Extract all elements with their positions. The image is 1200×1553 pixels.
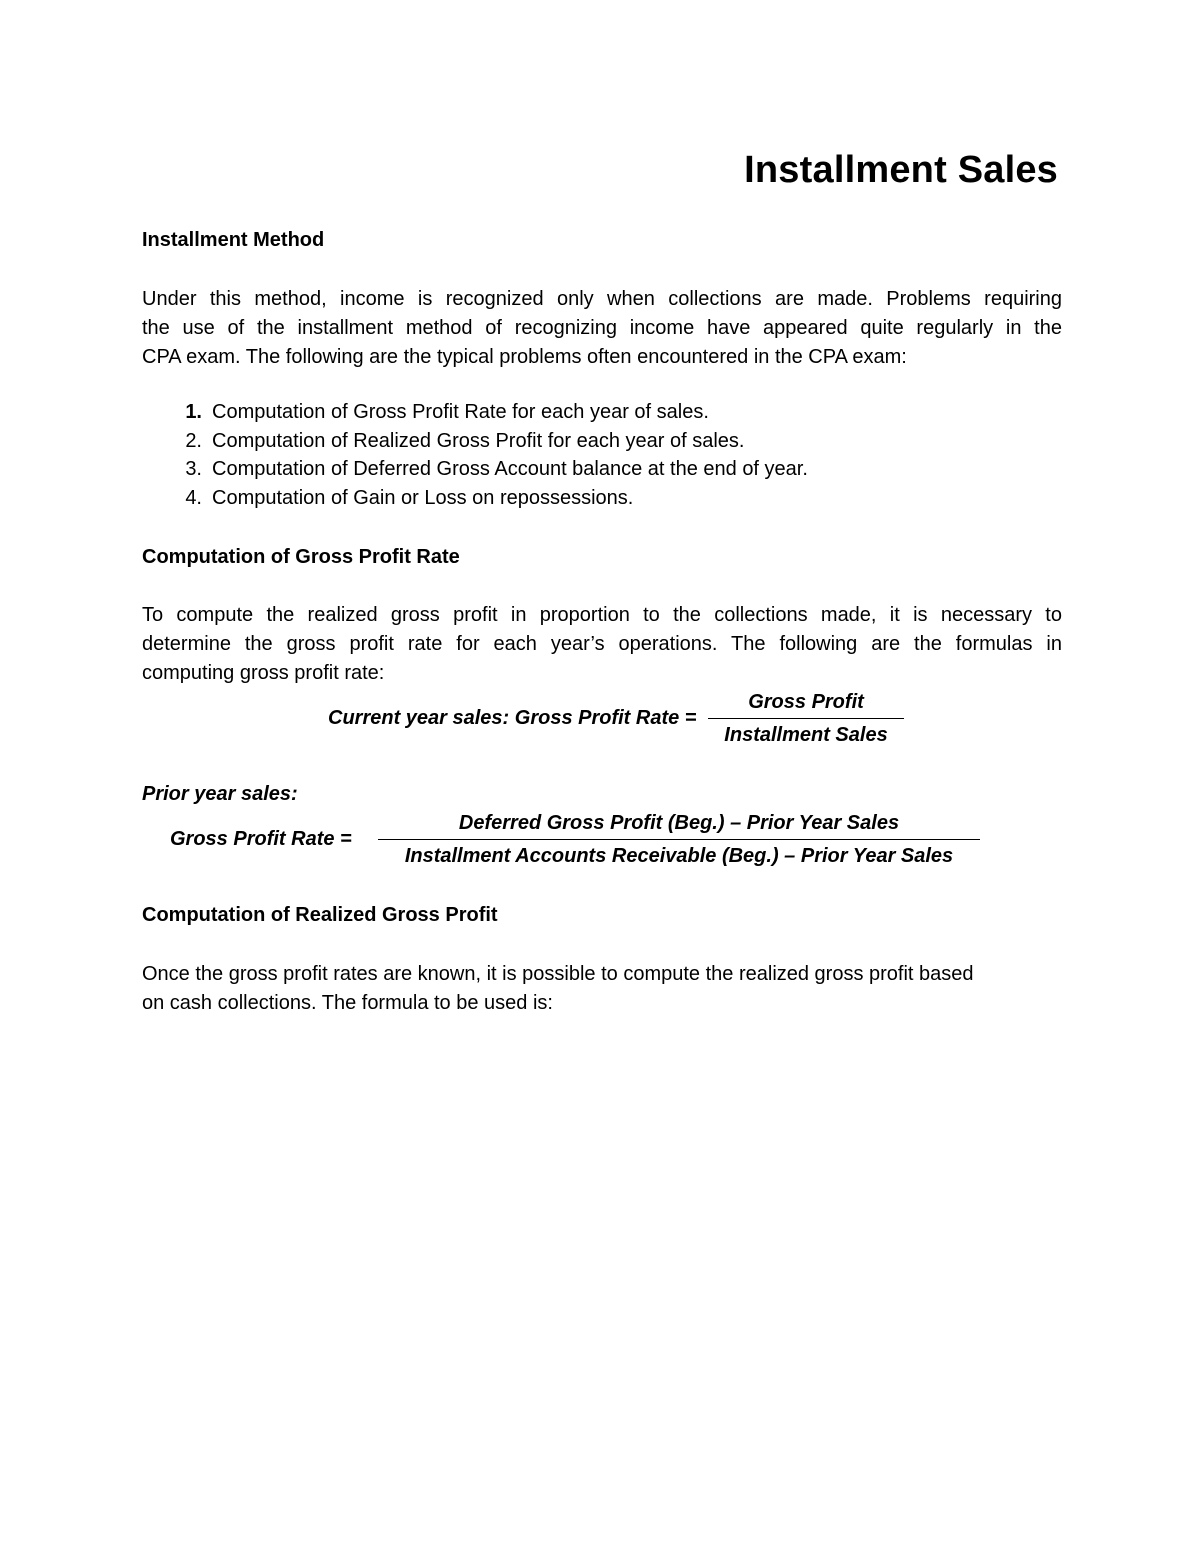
- current-year-formula-label: Current year sales: Gross Profit Rate =: [328, 707, 697, 729]
- fraction-numerator: Gross Profit: [748, 691, 864, 713]
- list-item-number: 2.: [185, 429, 202, 452]
- paragraph-line: on cash collections. The formula to be used is:: [142, 992, 553, 1014]
- list-item: [142, 427, 808, 456]
- paragraph-line: determine the gross profit rate for each year’s operations. The following are the formulas in: [142, 633, 1062, 655]
- fraction-numerator: Deferred Gross Profit (Beg.) – Prior Year Sales: [458, 812, 900, 834]
- list-item-number: 3.: [185, 458, 202, 480]
- list-item-number: 1.: [185, 401, 202, 423]
- heading-realized-gross-profit: Computation of Realized Gross Profit: [142, 904, 498, 926]
- list-item-text: Computation of Gross Profit Rate for each year of sales.: [212, 401, 709, 423]
- paragraph-gross-profit-rate: [142, 601, 1062, 688]
- list-item-text: Computation of Deferred Gross Account balance at the end of year.: [212, 458, 808, 480]
- list-item: [142, 398, 808, 427]
- prior-year-fraction: [378, 809, 980, 870]
- paragraph-line: CPA exam. The following are the typical problems often encountered in the CPA exam:: [142, 346, 907, 368]
- document-title: Installment Sales: [744, 149, 1058, 191]
- list-item: [142, 455, 808, 484]
- prior-year-formula-label: Gross Profit Rate =: [170, 828, 352, 850]
- paragraph-line: Under this method, income is recognized only when collections are made. Problems requiring: [142, 288, 1062, 310]
- paragraph-line: the use of the installment method of recognizing income have appeared quite regularly in the: [142, 317, 1062, 339]
- paragraph-line: Once the gross profit rates are known, it is possible to compute the realized gross profit based: [142, 963, 974, 985]
- heading-installment-method: Installment Method: [142, 229, 325, 251]
- list-item-text: Computation of Realized Gross Profit for each year of sales.: [212, 429, 745, 452]
- list-item-text: Computation of Gain or Loss on repossessions.: [212, 486, 634, 509]
- paragraph-line: computing gross profit rate:: [142, 662, 385, 684]
- paragraph-installment-method: [142, 285, 1062, 372]
- paragraph-realized-gross-profit: [142, 960, 1062, 1018]
- prior-year-label: Prior year sales:: [142, 783, 298, 805]
- heading-gross-profit-rate: Computation of Gross Profit Rate: [142, 546, 460, 568]
- paragraph-line: To compute the realized gross profit in proportion to the collections made, it is necessary to: [142, 604, 1062, 626]
- list-item: [142, 484, 808, 513]
- fraction-denominator: Installment Sales: [724, 724, 888, 746]
- list-item-number: 4.: [185, 486, 202, 509]
- current-year-fraction: [708, 688, 904, 749]
- fraction-denominator: Installment Accounts Receivable (Beg.) – Prior Year Sales: [404, 845, 954, 867]
- typical-problems-list: [142, 398, 808, 512]
